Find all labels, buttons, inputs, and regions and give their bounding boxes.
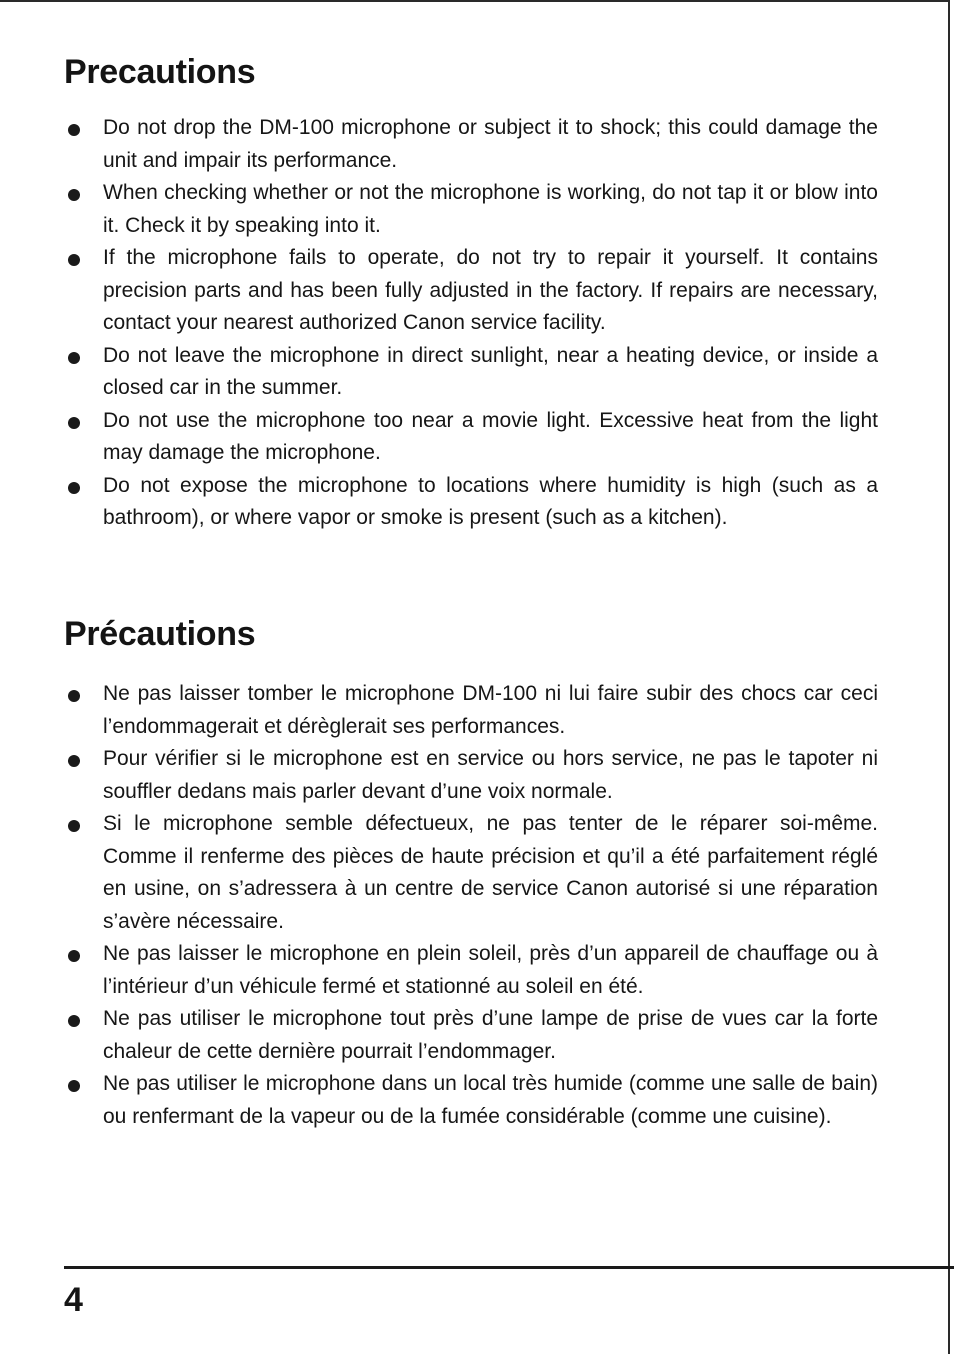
section-title-french: Précautions [64, 615, 256, 653]
list-item [64, 242, 878, 340]
page-number: 4 [64, 1281, 83, 1319]
section-title-english: Precautions [64, 53, 256, 91]
bullet-icon [68, 690, 80, 702]
page-border-right [948, 0, 950, 1354]
list-item-text: Do not expose the microphone to locations where humidity is high (such as a bathroom), or where vapor or smoke is present (such as a kitchen). [103, 473, 878, 529]
precautions-english-section [64, 48, 878, 535]
bullet-icon [68, 1015, 80, 1027]
list-item [64, 405, 878, 470]
list-item-text: Ne pas utiliser le microphone tout près d’une lampe de prise de vues car la forte chaleur de cette dernière pourrait l’endommager. [103, 1007, 878, 1063]
bullet-icon [68, 124, 80, 136]
list-item [64, 1068, 878, 1133]
list-item-text: Do not drop the DM-100 microphone or subject it to shock; this could damage the unit and impair its performance. [103, 116, 878, 172]
list-item [64, 112, 878, 177]
bullet-icon [68, 820, 80, 832]
list-item [64, 678, 878, 743]
list-item [64, 743, 878, 808]
list-item [64, 808, 878, 938]
list-item-text: Pour vérifier si le microphone est en service ou hors service, ne pas le tapoter ni souffler dedans mais parler devant d’une voix normale. [103, 747, 878, 803]
list-item-text: Do not use the microphone too near a movie light. Excessive heat from the light may damage the microphone. [103, 408, 878, 464]
bullet-icon [68, 352, 80, 364]
list-item [64, 1003, 878, 1068]
list-item-text: Ne pas laisser tomber le microphone DM-100 ni lui faire subir des chocs car ceci l’endommagerait et dérèglerait ses performances. [103, 682, 878, 738]
precautions-list-french [64, 678, 878, 1133]
bullet-icon [68, 1080, 80, 1092]
list-item-text: If the microphone fails to operate, do not try to repair it yourself. It contains precision parts and has been fully adjusted in the factory. If repairs are necessary, contact your nearest authorized Canon service facility. [103, 246, 878, 334]
precautions-french-section [64, 610, 878, 1133]
list-item [64, 938, 878, 1003]
footer-divider [64, 1266, 954, 1269]
list-item [64, 177, 878, 242]
list-item-text: When checking whether or not the microphone is working, do not tap it or blow into it. Check it by speaking into it. [103, 181, 878, 237]
list-item-text: Ne pas utiliser le microphone dans un local très humide (comme une salle de bain) ou renfermant de la vapeur ou de la fumée considérable (comme une cuisine). [103, 1072, 878, 1128]
bullet-icon [68, 950, 80, 962]
bullet-icon [68, 254, 80, 266]
list-item-text: Do not leave the microphone in direct sunlight, near a heating device, or inside a closed car in the summer. [103, 343, 878, 399]
list-item [64, 340, 878, 405]
list-item [64, 470, 878, 535]
precautions-list-english [64, 112, 878, 535]
list-item-text: Ne pas laisser le microphone en plein soleil, près d’un appareil de chauffage ou à l’intérieur d’un véhicule fermé et stationné au soleil en été. [103, 942, 878, 998]
page-border-top [0, 0, 948, 2]
list-item-text: Si le microphone semble défectueux, ne pas tenter de le réparer soi-même. Comme il renferme des pièces de haute précision et qu’il a été parfaitement réglé en usine, on s’adressera à un centre de service Canon autorisé si une réparation s’avère nécessaire. [103, 812, 878, 933]
bullet-icon [68, 482, 80, 494]
bullet-icon [68, 189, 80, 201]
bullet-icon [68, 755, 80, 767]
bullet-icon [68, 417, 80, 429]
